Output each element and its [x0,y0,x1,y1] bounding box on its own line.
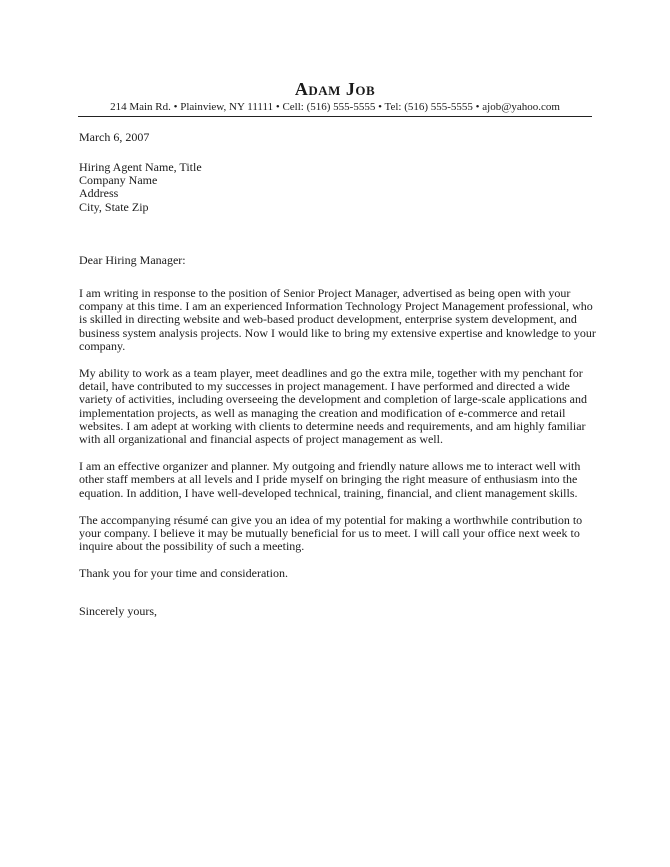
letter-body [79,131,599,618]
sender-contact-line: 214 Main Rd. • Plainview, NY 11111 • Cell: (516) 555-5555 • Tel: (516) 555-5555 • ajob@yahoo.com [110,101,560,113]
recipient-block [79,161,599,214]
signoff: Sincerely yours, [79,603,157,618]
sender-name: Adam Job [294,79,376,99]
recipient-address: Address [79,186,119,201]
letter-date: March 6, 2007 [79,130,150,144]
recipient-city-state-zip: City, State Zip [79,199,149,214]
paragraph-organizer: I am an effective organizer and planner. My outgoing and friendly nature allows me to interact well with other staff members at all levels and I pride myself on bringing the right measure of enthusiasm into the equation. In addition, I have well-developed technical, training, financial, and client management skills. [79,459,581,500]
recipient-name-title: Hiring Agent Name, Title [79,160,202,174]
salutation: Dear Hiring Manager: [79,252,186,267]
closing-thanks: Thank you for your time and consideration. [79,566,288,581]
paragraph-teamwork: My ability to work as a team player, meet deadlines and go the extra mile, together with my penchant for detail, have contributed to my successes in project management. I have performed and directed a wide variety of activities, including overseeing the development and completion of large-scale applications and implementation projects, as well as managing the creation and modification of e-commerce and retail websites. I am adept at working with clients to determine needs and requirements, and am highly familiar with all organizational and financial aspects of project management as well. [79,366,587,447]
recipient-company: Company Name [79,173,158,188]
paragraph-resume: The accompanying résumé can give you an idea of my potential for making a worthwhile contribution to your company. I believe it may be mutually beneficial for us to meet. I will call your office next week to inquire about the possibility of such a meeting. [79,512,583,554]
paragraph-intro: I am writing in response to the position of Senior Project Manager, advertised as being open with your company at this time. I am an experienced Information Technology Project Management professional, who is skilled in directing website and web-based product development, enterprise system development, and business system analysis projects. Now I would like to bring my extensive expertise and knowledge to your company. [79,286,596,353]
header-divider [78,116,592,117]
